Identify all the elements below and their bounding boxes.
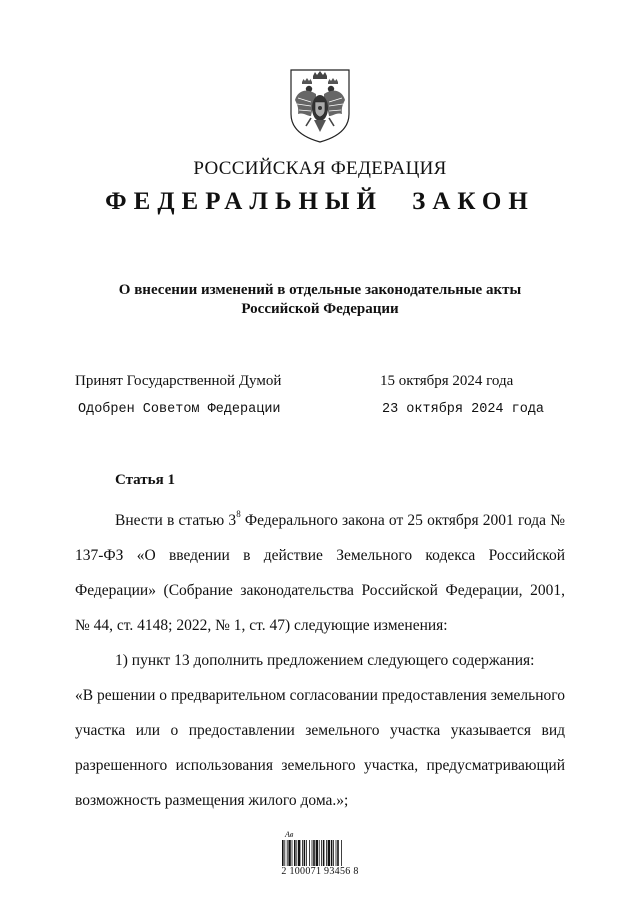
barcode-number: 2 100071 93456 8	[281, 866, 359, 877]
barcode-icon	[281, 840, 361, 866]
article-body	[75, 503, 565, 818]
council-approval-date: 23 октября 2024 года	[382, 402, 545, 417]
barcode-mark: Ав	[285, 830, 294, 839]
article-intro-start: Внести в статью 3	[115, 512, 237, 529]
item-1-quote: «В решении о предварительном согласовании предоставления земельного участка или о предоставлении земельного участка указывается вид разрешенного использования земельного участка, предусматривающий возможность размещения жилого дома.»;	[75, 687, 565, 809]
law-title-line-1: О внесении изменений в отдельные законодательные акты	[118, 282, 522, 298]
duma-adoption-date: 15 октября 2024 года	[380, 373, 514, 389]
coat-of-arms-icon	[289, 68, 351, 144]
country-name: РОССИЙСКАЯ ФЕДЕРАЦИЯ	[193, 158, 447, 179]
law-title	[60, 281, 580, 319]
article-heading: Статья 1	[115, 472, 175, 488]
article-superscript: 8	[236, 508, 241, 519]
article-intro-rest: Федерального закона от 25 октября 2001 года № 137-ФЗ «О введении в действие Земельного кодекса Российской Федерации» (Собрание законодательства Российской Федерации, 2001, № 44, ст. 4148; 2022, № 1, ст. 47) следующие изменения:	[75, 512, 565, 634]
article-intro-paragraph	[75, 503, 565, 643]
law-title-line-2: Российской Федерации	[241, 301, 399, 317]
law-type-heading: ФЕДЕРАЛЬНЫЙ ЗАКОН	[105, 188, 535, 215]
duma-adoption-label: Принят Государственной Думой	[75, 373, 282, 389]
item-1-intro: 1) пункт 13 дополнить предложением следующего содержания:	[115, 652, 535, 669]
council-approval-label: Одобрен Советом Федерации	[78, 402, 281, 417]
